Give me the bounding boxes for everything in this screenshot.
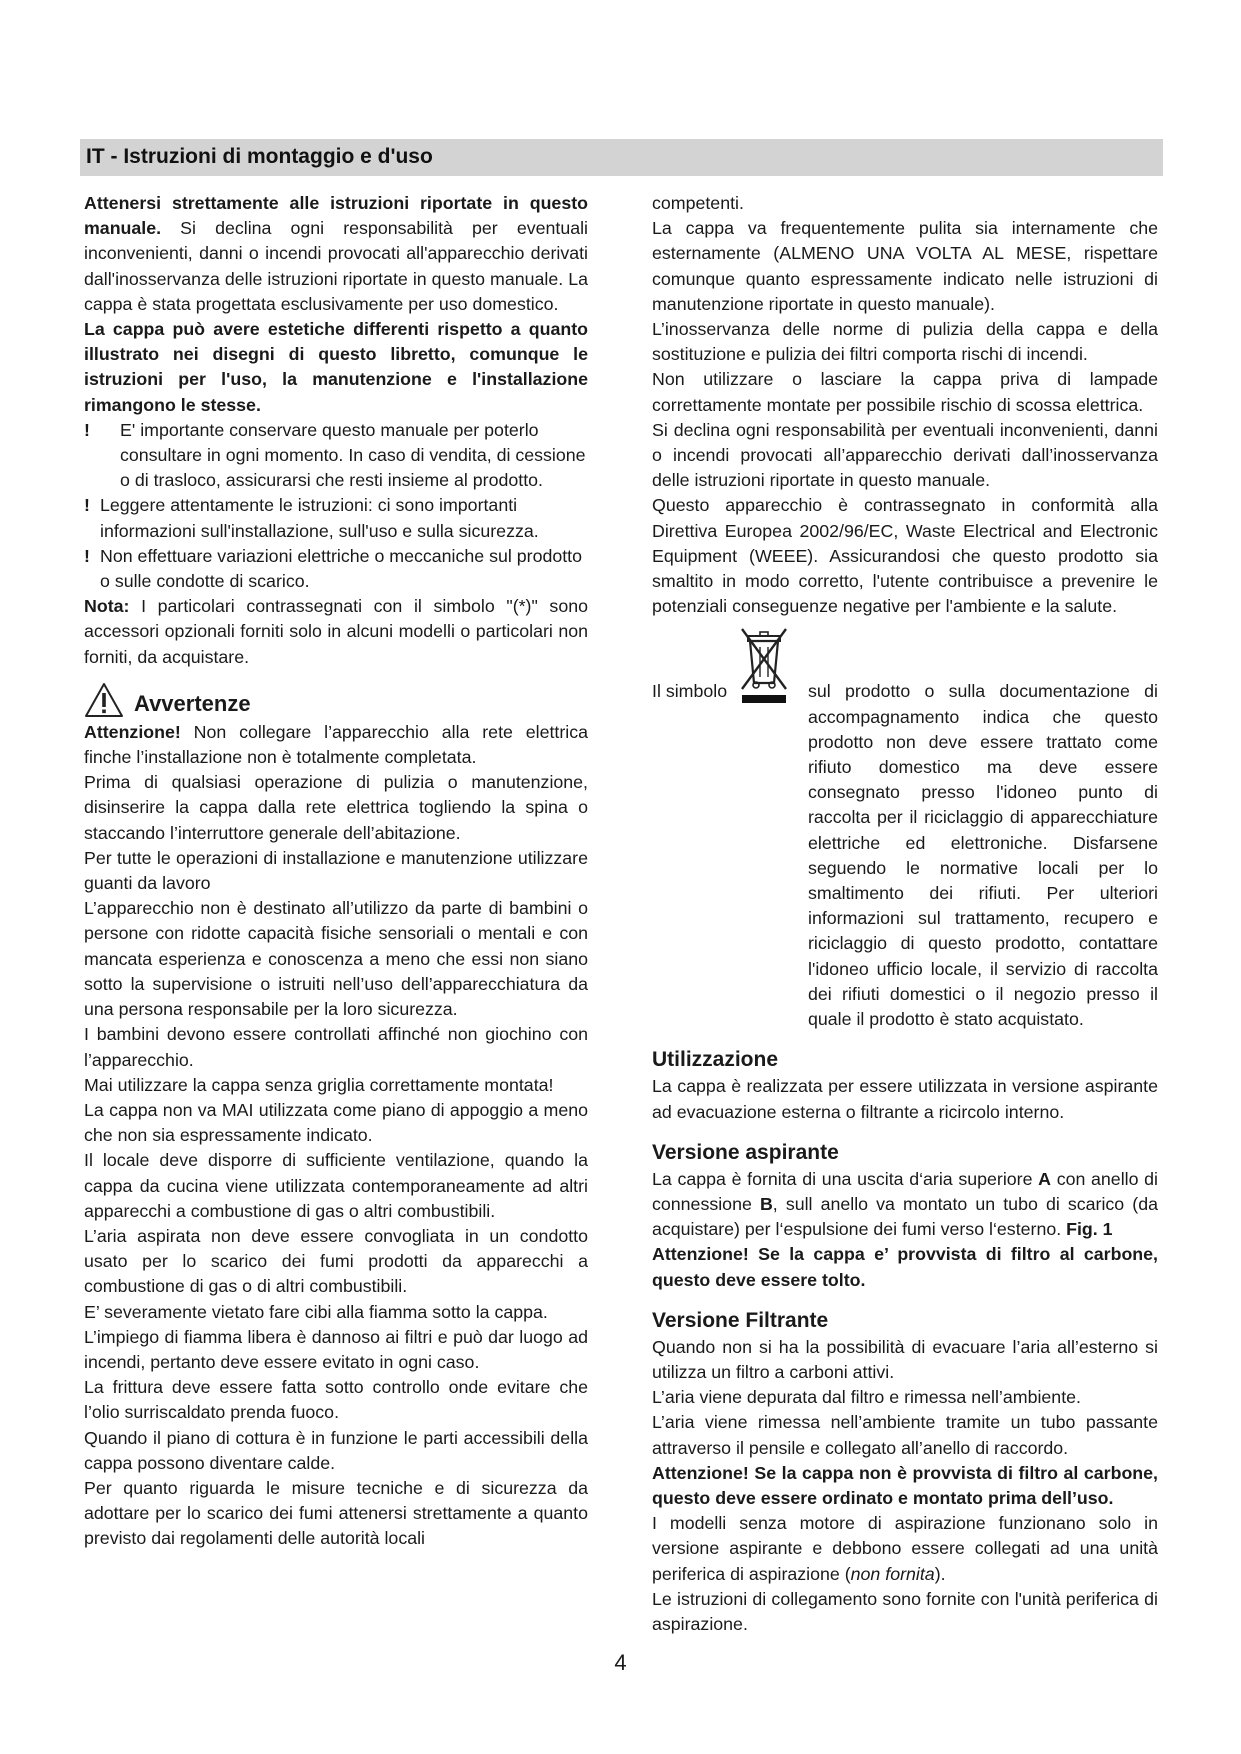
section-title: IT - Istruzioni di montaggio e d'uso	[86, 145, 433, 168]
exclamation-icon: !	[84, 545, 90, 566]
bullet-item	[84, 418, 588, 494]
paragraph: competenti.	[652, 193, 744, 213]
weee-prefix: Il simbolo	[652, 681, 728, 702]
bullet-text: Non effettuare variazioni elettriche o meccaniche sul prodotto o sulle condotte di scarico.	[100, 545, 583, 592]
note-text: I particolari contrassegnati con il simbolo "(*)" sono accessori opzionali forniti solo in alcuni modelli o particolari non forniti, da acquistare.	[84, 596, 588, 667]
suction-text: , sull anello va montato un tubo di scarico (da acquistare) per l‘espulsione dei fumi verso l‘esterno.	[652, 1193, 1158, 1240]
paragraph: Per quanto riguarda le misure tecniche e di sicurezza da adottare per lo scarico dei fumi attenersi strettamente a quanto previsto dai regolamenti delle autorità locali	[84, 1477, 588, 1549]
paragraph: I bambini devono essere controllati affinché non giochino con l’apparecchio.	[84, 1024, 588, 1070]
paragraph: L’inosservanza delle norme di pulizia della cappa e della sostituzione e pulizia dei filtri comporta rischi di incendi.	[652, 319, 1158, 365]
usage-title: Utilizzazione	[652, 1048, 779, 1072]
paragraph: L’impiego di fiamma libera è dannoso ai filtri e può dar luogo ad incendi, pertanto deve essere evitato in ogni caso.	[84, 1326, 588, 1372]
paragraph: Mai utilizzare la cappa senza griglia correttamente montata!	[84, 1074, 554, 1095]
suction-paragraph	[652, 1167, 1158, 1243]
intro-text: Si declina ogni responsabilità per eventuali inconvenienti, danni o incendi provocati all'apparecchio derivati dall'inosservanza delle istruzioni riportate in questo manuale. La cappa è stata progettata esclusivamente per uso domestico.	[84, 218, 588, 314]
filter-models-paragraph	[652, 1511, 1158, 1587]
exclamation-icon: !	[84, 419, 90, 440]
paragraph: La cappa va frequentemente pulita sia internamente che esternamente (ALMENO UNA VOLTA AL MESE, rispettare comunque quanto espressamente indicato nelle istruzioni di manutenzione riportate in questo manuale).	[652, 218, 1158, 314]
paragraph: Quando il piano di cottura è in funzione le parti accessibili della cappa possono diventare calde.	[84, 1427, 588, 1473]
suction-text: con anello di connessione	[652, 1168, 1158, 1214]
suction-title: Versione aspirante	[652, 1140, 839, 1164]
page-number: 4	[614, 1650, 627, 1675]
aesthetics-note: La cappa può avere estetiche differenti rispetto a quanto illustrato nei disegni di questo libretto, comunque le istruzioni per l'uso, la manutenzione e l'installazione rimangono le stesse.	[84, 319, 588, 415]
bullet-item	[84, 544, 588, 594]
filter-warning: Attenzione! Se la cappa non è provvista di filtro al carbone, questo deve essere ordinato e montato prima dell’uso.	[652, 1462, 1158, 1508]
attention-label: Attenzione!	[84, 721, 181, 742]
paragraph: L’aria viene depurata dal filtro e rimessa nell’ambiente.	[652, 1387, 1081, 1408]
filter-models-text: I modelli senza motore di aspirazione funzionano solo in versione aspirante e debbono essere collegati ad una unità periferica di aspirazione (	[652, 1513, 1158, 1584]
filter-models-text: ).	[934, 1563, 946, 1584]
paragraph: Questo apparecchio è contrassegnato in conformità alla Direttiva Europea 2002/96/EC, Waste Electrical and Electronic Equipment (WEEE). Assicurandosi che questo prodotto sia smaltito in modo corretto, l'utente contribuisce a prevenire le potenziali conseguenze negative per l'ambiente e la salute.	[652, 495, 1158, 617]
suction-label-b: B	[759, 1193, 773, 1214]
bullet-text: Leggere attentamente le istruzioni: ci sono importanti informazioni sull'installazione, sull'uso e sulla sicurezza.	[100, 495, 539, 541]
filter-title: Versione Filtrante	[652, 1308, 829, 1332]
paragraph: La frittura deve essere fatta sotto controllo onde evitare che l’olio surriscaldato prenda fuoco.	[84, 1377, 588, 1423]
weee-symbol-row	[652, 619, 1158, 1032]
suction-text: La cappa è fornita di una uscita d‘aria superiore	[652, 1168, 1039, 1189]
paragraph: L’aria aspirata non deve essere convogliata in un condotto usato per lo scarico dei fumi prodotti da apparecchi a combustione di gas o di altri combustibili.	[84, 1225, 588, 1297]
attention-text: Non collegare l’apparecchio alla rete elettrica finche l’installazione non è totalmente completata.	[84, 721, 588, 768]
weee-text: sul prodotto o sulla documentazione di accompagnamento indica che questo prodotto non deve essere trattato come rifiuto domestico ma deve essere consegnato presso l'idoneo punto di raccolta per il riciclaggio di apparecchiature elettriche ed elettroniche. Disfarsene seguendo le normative locali per lo smaltimento dei rifiuti. Per ulteriori informazioni sul trattamento, recupero e riciclaggio di questo prodotto, contattare l'idoneo ufficio locale, il servizio di raccolta dei rifiuti domestici o il negozio presso il quale il prodotto è stato acquistato.	[808, 681, 1158, 1030]
note-paragraph	[84, 594, 588, 670]
paragraph: Non utilizzare o lasciare la cappa priva di lampade correttamente montate per possibile rischio di scossa elettrica.	[652, 369, 1158, 415]
figure-reference: Fig. 1	[1066, 1219, 1113, 1240]
paragraph: La cappa non va MAI utilizzata come piano di appoggio a meno che non sia espressamente indicato.	[84, 1099, 588, 1146]
note-label: Nota:	[84, 596, 130, 617]
intro-bold: Attenersi strettamente alle istruzioni riportate in questo manuale.	[84, 193, 588, 239]
paragraph: Quando non si ha la possibilità di evacuare l’aria all’esterno si utilizza un filtro a carboni attivi.	[652, 1336, 1158, 1382]
warnings-heading	[84, 682, 588, 718]
exclamation-icon: !	[84, 495, 90, 516]
paragraph: Per tutte le operazioni di installazione e manutenzione utilizzare guanti da lavoro	[84, 847, 588, 894]
paragraph: Il locale deve disporre di sufficiente ventilazione, quando la cappa da cucina viene utilizzata contemporaneamente ad altri apparecchi a combustione di gas o altri combustibili.	[84, 1150, 588, 1221]
bullet-item	[84, 493, 588, 543]
bullet-text: E' importante conservare questo manuale per poterlo consultare in ogni momento. In caso di vendita, di cessione o di trasloco, assicurarsi che resti insieme al prodotto.	[120, 419, 586, 491]
left-column	[84, 191, 588, 1552]
attention-paragraph	[84, 720, 588, 770]
paragraph: L’aria viene rimessa nell’ambiente tramite un tubo passante attraverso il pensile e collegato all’anello di raccordo.	[652, 1412, 1158, 1458]
paragraph: Si declina ogni responsabilità per eventuali inconvenienti, danni o incendi provocati all’apparecchio derivati dall’inosservanza delle istruzioni riportate in questo manuale.	[652, 419, 1158, 491]
suction-warning: Attenzione! Se la cappa e’ provvista di filtro al carbone, questo deve essere tolto.	[652, 1244, 1158, 1290]
suction-label-a: A	[1038, 1168, 1052, 1189]
usage-text: La cappa è realizzata per essere utilizzata in versione aspirante ad evacuazione esterna o filtrante a ricircolo interno.	[652, 1076, 1158, 1122]
warning-triangle-icon	[84, 682, 124, 718]
paragraph: L’apparecchio non è destinato all’utilizzo da parte di bambini o persone con ridotte capacità fisiche sensoriali o mentali e con mancata esperienza e conoscenza a meno che essi non siano sotto la supervisione o istruiti nell’uso dell’apparecchiatura da una persona responsabile per la loro sicurezza.	[84, 898, 588, 1020]
section-header	[80, 139, 1163, 176]
right-column	[652, 191, 1158, 1637]
crossed-bin-icon	[734, 619, 794, 705]
warnings-title: Avvertenze	[134, 690, 251, 716]
paragraph: E’ severamente vietato fare cibi alla fiamma sotto la cappa.	[84, 1301, 548, 1322]
intro-paragraph	[84, 191, 588, 317]
filter-models-italic: non fornita	[850, 1563, 935, 1584]
paragraph: Le istruzioni di collegamento sono fornite con l'unità periferica di aspirazione.	[652, 1588, 1158, 1634]
paragraph: Prima di qualsiasi operazione di pulizia o manutenzione, disinserire la cappa dalla rete elettrica togliendo la spina o staccando l’interruttore generale dell’abitazione.	[84, 772, 588, 843]
